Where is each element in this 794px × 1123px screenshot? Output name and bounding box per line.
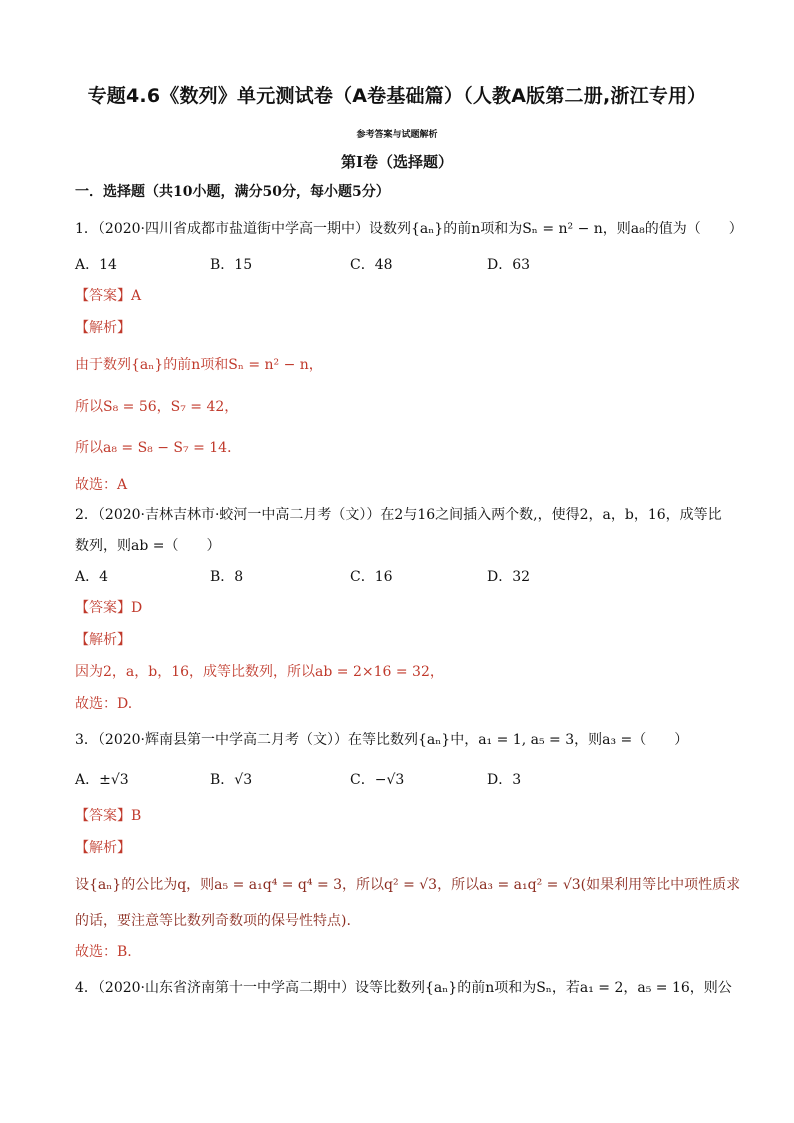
q2-option-a: A．4 (75, 569, 109, 585)
q2-step-1: 因为2，a，b，16，成等比数列，所以ab = 2×16 = 32， (75, 664, 444, 680)
q1-step-2: 所以S₈ = 56，S₇ = 42， (75, 399, 239, 415)
q2-option-b: B．8 (210, 569, 244, 585)
q3-step-line-1: 设{aₙ}的公比为q，则a₅ = a₁q⁴ = q⁴ = 3，所以q² = √3，所以a₃ = a₁q² = √3(如果利用等比中项性质求 (75, 877, 741, 893)
q1-option-d: D．63 (487, 257, 531, 273)
q1-conclusion: 故选：A (75, 477, 128, 493)
q1-step-1: 由于数列{aₙ}的前n项和Sₙ = n² − n， (75, 357, 323, 373)
q1-step-3: 所以a₈ = S₈ − S₇ = 14． (75, 440, 242, 456)
page-title: 专题4.6《数列》单元测试卷（A卷基础篇）（人教A版第二册,浙江专用） (87, 85, 707, 107)
q1-stem: 1．（2020·四川省成都市盐道街中学高一期中）设数列{aₙ}的前n项和为Sₙ = n² − n，则a₈的值为（ ） (75, 221, 743, 237)
volume-heading: 第I卷（选择题） (340, 153, 454, 171)
q3-answer: 【答案】B (75, 808, 142, 824)
q3-stem: 3．（2020·辉南县第一中学高二月考（文））在等比数列{aₙ}中，a₁ = 1, a₅ = 3，则a₃ =（ ） (75, 732, 689, 748)
q3-option-c: C．−√3 (350, 772, 405, 788)
q4-stem: 4．（2020·山东省济南第十一中学高二期中）设等比数列{aₙ}的前n项和为Sₙ，若a₁ = 2，a₅ = 16，则公 (75, 980, 732, 996)
q3-option-b: B．√3 (210, 772, 253, 788)
q2-answer: 【答案】D (75, 600, 143, 616)
q1-option-a: A．14 (75, 257, 117, 273)
q2-option-c: C．16 (350, 569, 393, 585)
q2-analysis-label: 【解析】 (75, 632, 131, 648)
q2-conclusion: 故选：D. (75, 696, 133, 712)
q2-stem-line-2: 数列，则ab =（ ） (75, 538, 221, 554)
q3-analysis-label: 【解析】 (75, 840, 131, 856)
page-subtitle: 参考答案与试题解析 (356, 130, 438, 140)
q3-conclusion: 故选：B. (75, 944, 132, 960)
q1-option-b: B．15 (210, 257, 253, 273)
q2-option-d: D．32 (487, 569, 531, 585)
q1-answer: 【答案】A (75, 288, 142, 304)
q1-option-c: C．48 (350, 257, 393, 273)
section-heading: 一．选择题（共10小题，满分50分，每小题5分） (75, 184, 390, 200)
q3-option-a: A．±√3 (75, 772, 129, 788)
q2-stem-line-1: 2．（2020·吉林吉林市·蛟河一中高二月考（文））在2与16之间插入两个数,，使得2，a，b，16，成等比 (75, 507, 722, 523)
q1-analysis-label: 【解析】 (75, 320, 131, 336)
q3-option-d: D．3 (487, 772, 522, 788)
q3-step-line-2: 的话，要注意等比数列奇数项的保号性特点). (75, 913, 351, 929)
